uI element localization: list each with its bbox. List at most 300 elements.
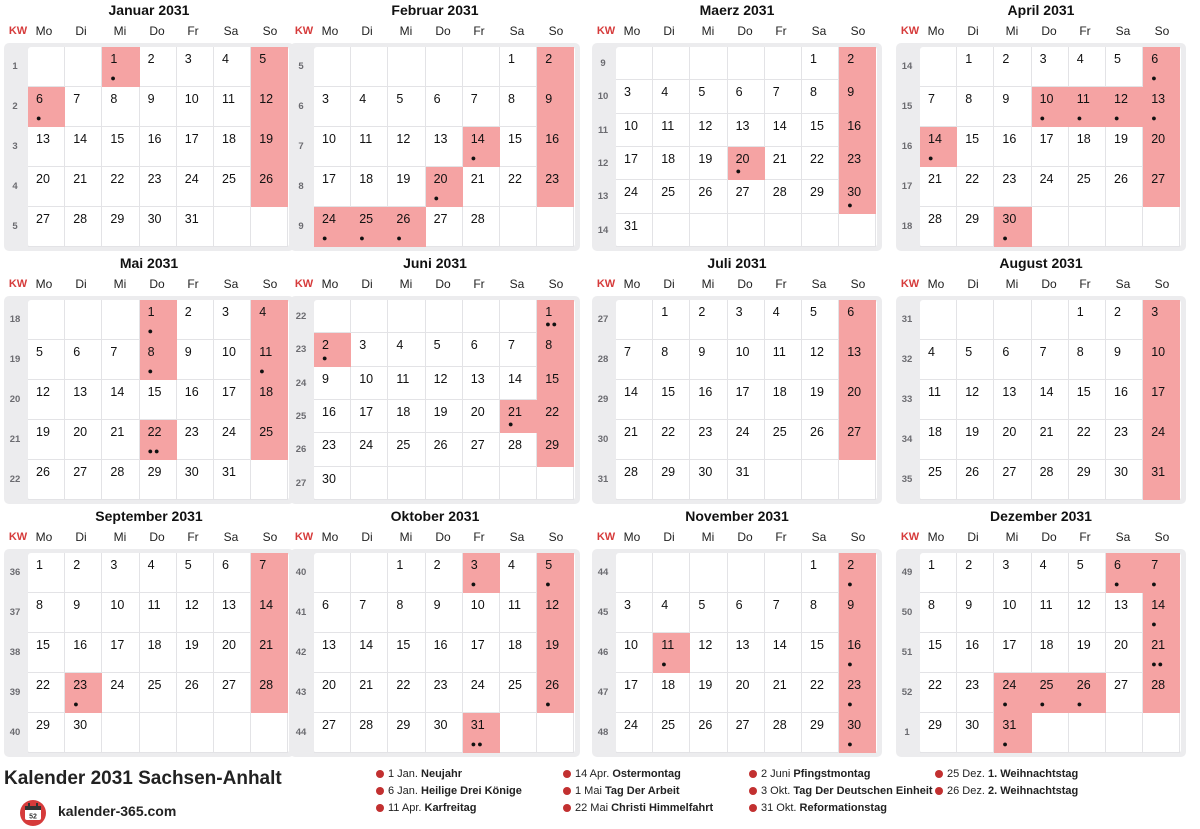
day-cell[interactable] bbox=[1106, 300, 1143, 340]
day-cell[interactable] bbox=[251, 420, 288, 460]
holiday-day-cell[interactable] bbox=[463, 553, 500, 593]
day-cell[interactable] bbox=[251, 553, 288, 593]
day-cell[interactable] bbox=[802, 180, 839, 213]
holiday-day-cell[interactable] bbox=[537, 300, 574, 333]
day-cell[interactable] bbox=[251, 673, 288, 713]
day-cell[interactable] bbox=[140, 553, 177, 593]
day-cell[interactable] bbox=[28, 380, 65, 420]
day-cell[interactable] bbox=[351, 633, 388, 673]
day-cell[interactable] bbox=[616, 180, 653, 213]
day-cell[interactable] bbox=[653, 420, 690, 460]
day-cell[interactable] bbox=[351, 333, 388, 366]
day-cell[interactable] bbox=[388, 593, 425, 633]
day-cell[interactable] bbox=[1032, 47, 1069, 87]
day-cell[interactable] bbox=[728, 593, 765, 633]
day-cell[interactable] bbox=[426, 333, 463, 366]
day-cell[interactable] bbox=[102, 340, 139, 380]
holiday-day-cell[interactable] bbox=[463, 713, 500, 753]
day-cell[interactable] bbox=[802, 633, 839, 673]
day-cell[interactable] bbox=[802, 47, 839, 80]
day-cell[interactable] bbox=[1069, 633, 1106, 673]
day-cell[interactable] bbox=[388, 673, 425, 713]
day-cell[interactable] bbox=[690, 460, 727, 500]
day-cell[interactable] bbox=[1032, 420, 1069, 460]
day-cell[interactable] bbox=[690, 713, 727, 753]
day-cell[interactable] bbox=[920, 420, 957, 460]
day-cell[interactable] bbox=[140, 87, 177, 127]
day-cell[interactable] bbox=[1106, 633, 1143, 673]
day-cell[interactable] bbox=[728, 380, 765, 420]
day-cell[interactable] bbox=[65, 420, 102, 460]
holiday-day-cell[interactable] bbox=[463, 127, 500, 167]
day-cell[interactable] bbox=[994, 460, 1031, 500]
day-cell[interactable] bbox=[653, 673, 690, 713]
day-cell[interactable] bbox=[463, 207, 500, 247]
day-cell[interactable] bbox=[1143, 673, 1180, 713]
day-cell[interactable] bbox=[765, 633, 802, 673]
day-cell[interactable] bbox=[765, 114, 802, 147]
day-cell[interactable] bbox=[957, 553, 994, 593]
day-cell[interactable] bbox=[994, 167, 1031, 207]
day-cell[interactable] bbox=[802, 420, 839, 460]
day-cell[interactable] bbox=[1143, 340, 1180, 380]
day-cell[interactable] bbox=[314, 673, 351, 713]
day-cell[interactable] bbox=[802, 380, 839, 420]
day-cell[interactable] bbox=[957, 420, 994, 460]
day-cell[interactable] bbox=[214, 300, 251, 340]
day-cell[interactable] bbox=[28, 673, 65, 713]
day-cell[interactable] bbox=[463, 633, 500, 673]
holiday-day-cell[interactable] bbox=[1069, 87, 1106, 127]
day-cell[interactable] bbox=[314, 127, 351, 167]
day-cell[interactable] bbox=[537, 367, 574, 400]
day-cell[interactable] bbox=[426, 673, 463, 713]
day-cell[interactable] bbox=[1069, 340, 1106, 380]
day-cell[interactable] bbox=[214, 380, 251, 420]
day-cell[interactable] bbox=[839, 300, 876, 340]
holiday-day-cell[interactable] bbox=[839, 713, 876, 753]
day-cell[interactable] bbox=[765, 593, 802, 633]
day-cell[interactable] bbox=[616, 380, 653, 420]
day-cell[interactable] bbox=[920, 633, 957, 673]
day-cell[interactable] bbox=[690, 593, 727, 633]
holiday-day-cell[interactable] bbox=[839, 553, 876, 593]
day-cell[interactable] bbox=[388, 433, 425, 466]
day-cell[interactable] bbox=[690, 300, 727, 340]
day-cell[interactable] bbox=[140, 47, 177, 87]
day-cell[interactable] bbox=[957, 460, 994, 500]
day-cell[interactable] bbox=[839, 380, 876, 420]
day-cell[interactable] bbox=[728, 673, 765, 713]
holiday-day-cell[interactable] bbox=[1069, 673, 1106, 713]
day-cell[interactable] bbox=[839, 114, 876, 147]
day-cell[interactable] bbox=[690, 340, 727, 380]
day-cell[interactable] bbox=[765, 713, 802, 753]
day-cell[interactable] bbox=[214, 127, 251, 167]
day-cell[interactable] bbox=[616, 147, 653, 180]
day-cell[interactable] bbox=[1143, 420, 1180, 460]
holiday-day-cell[interactable] bbox=[251, 340, 288, 380]
day-cell[interactable] bbox=[653, 593, 690, 633]
day-cell[interactable] bbox=[140, 207, 177, 247]
day-cell[interactable] bbox=[351, 713, 388, 753]
day-cell[interactable] bbox=[728, 420, 765, 460]
holiday-day-cell[interactable] bbox=[1032, 673, 1069, 713]
holiday-day-cell[interactable] bbox=[28, 87, 65, 127]
holiday-day-cell[interactable] bbox=[102, 47, 139, 87]
day-cell[interactable] bbox=[616, 633, 653, 673]
day-cell[interactable] bbox=[214, 553, 251, 593]
holiday-day-cell[interactable] bbox=[351, 207, 388, 247]
day-cell[interactable] bbox=[351, 367, 388, 400]
day-cell[interactable] bbox=[1106, 460, 1143, 500]
day-cell[interactable] bbox=[1106, 593, 1143, 633]
day-cell[interactable] bbox=[102, 127, 139, 167]
holiday-day-cell[interactable] bbox=[1143, 87, 1180, 127]
day-cell[interactable] bbox=[728, 340, 765, 380]
day-cell[interactable] bbox=[839, 593, 876, 633]
day-cell[interactable] bbox=[251, 633, 288, 673]
day-cell[interactable] bbox=[102, 420, 139, 460]
day-cell[interactable] bbox=[177, 300, 214, 340]
day-cell[interactable] bbox=[653, 460, 690, 500]
day-cell[interactable] bbox=[214, 167, 251, 207]
day-cell[interactable] bbox=[765, 420, 802, 460]
day-cell[interactable] bbox=[653, 180, 690, 213]
holiday-day-cell[interactable] bbox=[314, 207, 351, 247]
day-cell[interactable] bbox=[102, 633, 139, 673]
holiday-day-cell[interactable] bbox=[537, 673, 574, 713]
day-cell[interactable] bbox=[616, 114, 653, 147]
holiday-day-cell[interactable] bbox=[653, 633, 690, 673]
day-cell[interactable] bbox=[728, 713, 765, 753]
day-cell[interactable] bbox=[214, 87, 251, 127]
day-cell[interactable] bbox=[1143, 460, 1180, 500]
day-cell[interactable] bbox=[314, 400, 351, 433]
day-cell[interactable] bbox=[426, 713, 463, 753]
day-cell[interactable] bbox=[616, 340, 653, 380]
day-cell[interactable] bbox=[957, 713, 994, 753]
day-cell[interactable] bbox=[65, 633, 102, 673]
holiday-day-cell[interactable] bbox=[728, 147, 765, 180]
day-cell[interactable] bbox=[1106, 127, 1143, 167]
day-cell[interactable] bbox=[102, 87, 139, 127]
day-cell[interactable] bbox=[388, 713, 425, 753]
day-cell[interactable] bbox=[690, 380, 727, 420]
day-cell[interactable] bbox=[537, 633, 574, 673]
day-cell[interactable] bbox=[214, 420, 251, 460]
day-cell[interactable] bbox=[802, 553, 839, 593]
holiday-day-cell[interactable] bbox=[65, 673, 102, 713]
day-cell[interactable] bbox=[177, 380, 214, 420]
day-cell[interactable] bbox=[28, 633, 65, 673]
day-cell[interactable] bbox=[839, 340, 876, 380]
holiday-day-cell[interactable] bbox=[839, 180, 876, 213]
day-cell[interactable] bbox=[351, 167, 388, 207]
holiday-day-cell[interactable] bbox=[1143, 633, 1180, 673]
day-cell[interactable] bbox=[314, 713, 351, 753]
day-cell[interactable] bbox=[802, 147, 839, 180]
day-cell[interactable] bbox=[1032, 593, 1069, 633]
holiday-day-cell[interactable] bbox=[1143, 593, 1180, 633]
day-cell[interactable] bbox=[351, 673, 388, 713]
holiday-day-cell[interactable] bbox=[1143, 553, 1180, 593]
day-cell[interactable] bbox=[957, 633, 994, 673]
day-cell[interactable] bbox=[994, 593, 1031, 633]
day-cell[interactable] bbox=[140, 127, 177, 167]
holiday-day-cell[interactable] bbox=[994, 713, 1031, 753]
day-cell[interactable] bbox=[500, 127, 537, 167]
day-cell[interactable] bbox=[616, 420, 653, 460]
day-cell[interactable] bbox=[28, 127, 65, 167]
day-cell[interactable] bbox=[463, 87, 500, 127]
day-cell[interactable] bbox=[1106, 167, 1143, 207]
day-cell[interactable] bbox=[351, 400, 388, 433]
holiday-day-cell[interactable] bbox=[388, 207, 425, 247]
day-cell[interactable] bbox=[314, 367, 351, 400]
day-cell[interactable] bbox=[765, 380, 802, 420]
day-cell[interactable] bbox=[957, 47, 994, 87]
day-cell[interactable] bbox=[500, 433, 537, 466]
day-cell[interactable] bbox=[463, 673, 500, 713]
day-cell[interactable] bbox=[1032, 633, 1069, 673]
day-cell[interactable] bbox=[690, 147, 727, 180]
day-cell[interactable] bbox=[920, 713, 957, 753]
day-cell[interactable] bbox=[65, 553, 102, 593]
day-cell[interactable] bbox=[500, 47, 537, 87]
day-cell[interactable] bbox=[1032, 127, 1069, 167]
day-cell[interactable] bbox=[839, 80, 876, 113]
day-cell[interactable] bbox=[616, 214, 653, 247]
day-cell[interactable] bbox=[802, 673, 839, 713]
day-cell[interactable] bbox=[65, 713, 102, 753]
day-cell[interactable] bbox=[28, 207, 65, 247]
day-cell[interactable] bbox=[251, 47, 288, 87]
day-cell[interactable] bbox=[214, 593, 251, 633]
day-cell[interactable] bbox=[65, 87, 102, 127]
day-cell[interactable] bbox=[140, 380, 177, 420]
day-cell[interactable] bbox=[28, 460, 65, 500]
day-cell[interactable] bbox=[102, 553, 139, 593]
day-cell[interactable] bbox=[388, 167, 425, 207]
day-cell[interactable] bbox=[994, 340, 1031, 380]
day-cell[interactable] bbox=[388, 367, 425, 400]
day-cell[interactable] bbox=[388, 400, 425, 433]
day-cell[interactable] bbox=[839, 47, 876, 80]
day-cell[interactable] bbox=[65, 593, 102, 633]
day-cell[interactable] bbox=[957, 87, 994, 127]
day-cell[interactable] bbox=[426, 400, 463, 433]
day-cell[interactable] bbox=[388, 633, 425, 673]
day-cell[interactable] bbox=[537, 593, 574, 633]
day-cell[interactable] bbox=[920, 207, 957, 247]
day-cell[interactable] bbox=[728, 80, 765, 113]
day-cell[interactable] bbox=[957, 593, 994, 633]
holiday-day-cell[interactable] bbox=[140, 340, 177, 380]
day-cell[interactable] bbox=[500, 553, 537, 593]
day-cell[interactable] bbox=[537, 167, 574, 207]
day-cell[interactable] bbox=[500, 367, 537, 400]
day-cell[interactable] bbox=[920, 167, 957, 207]
day-cell[interactable] bbox=[1106, 380, 1143, 420]
day-cell[interactable] bbox=[1069, 553, 1106, 593]
day-cell[interactable] bbox=[1032, 380, 1069, 420]
day-cell[interactable] bbox=[463, 167, 500, 207]
day-cell[interactable] bbox=[102, 593, 139, 633]
day-cell[interactable] bbox=[426, 593, 463, 633]
day-cell[interactable] bbox=[994, 47, 1031, 87]
day-cell[interactable] bbox=[140, 167, 177, 207]
day-cell[interactable] bbox=[28, 167, 65, 207]
day-cell[interactable] bbox=[140, 460, 177, 500]
day-cell[interactable] bbox=[351, 593, 388, 633]
day-cell[interactable] bbox=[690, 420, 727, 460]
holiday-day-cell[interactable] bbox=[1106, 553, 1143, 593]
day-cell[interactable] bbox=[537, 47, 574, 87]
day-cell[interactable] bbox=[1106, 47, 1143, 87]
day-cell[interactable] bbox=[728, 300, 765, 340]
day-cell[interactable] bbox=[802, 713, 839, 753]
day-cell[interactable] bbox=[251, 127, 288, 167]
day-cell[interactable] bbox=[251, 87, 288, 127]
day-cell[interactable] bbox=[314, 633, 351, 673]
holiday-day-cell[interactable] bbox=[1106, 87, 1143, 127]
day-cell[interactable] bbox=[957, 207, 994, 247]
day-cell[interactable] bbox=[314, 87, 351, 127]
day-cell[interactable] bbox=[214, 633, 251, 673]
day-cell[interactable] bbox=[765, 300, 802, 340]
day-cell[interactable] bbox=[177, 673, 214, 713]
day-cell[interactable] bbox=[177, 553, 214, 593]
day-cell[interactable] bbox=[1032, 460, 1069, 500]
day-cell[interactable] bbox=[65, 207, 102, 247]
day-cell[interactable] bbox=[537, 87, 574, 127]
day-cell[interactable] bbox=[314, 593, 351, 633]
day-cell[interactable] bbox=[500, 333, 537, 366]
day-cell[interactable] bbox=[426, 127, 463, 167]
holiday-day-cell[interactable] bbox=[839, 673, 876, 713]
day-cell[interactable] bbox=[1069, 47, 1106, 87]
day-cell[interactable] bbox=[426, 433, 463, 466]
day-cell[interactable] bbox=[426, 87, 463, 127]
day-cell[interactable] bbox=[388, 333, 425, 366]
day-cell[interactable] bbox=[177, 87, 214, 127]
day-cell[interactable] bbox=[251, 300, 288, 340]
day-cell[interactable] bbox=[65, 380, 102, 420]
day-cell[interactable] bbox=[1069, 593, 1106, 633]
day-cell[interactable] bbox=[426, 633, 463, 673]
day-cell[interactable] bbox=[994, 553, 1031, 593]
day-cell[interactable] bbox=[728, 114, 765, 147]
holiday-day-cell[interactable] bbox=[1032, 87, 1069, 127]
day-cell[interactable] bbox=[1069, 127, 1106, 167]
day-cell[interactable] bbox=[388, 553, 425, 593]
day-cell[interactable] bbox=[426, 553, 463, 593]
day-cell[interactable] bbox=[251, 167, 288, 207]
day-cell[interactable] bbox=[994, 87, 1031, 127]
day-cell[interactable] bbox=[140, 633, 177, 673]
day-cell[interactable] bbox=[102, 673, 139, 713]
day-cell[interactable] bbox=[957, 167, 994, 207]
day-cell[interactable] bbox=[251, 380, 288, 420]
day-cell[interactable] bbox=[177, 460, 214, 500]
day-cell[interactable] bbox=[994, 127, 1031, 167]
day-cell[interactable] bbox=[616, 713, 653, 753]
day-cell[interactable] bbox=[177, 593, 214, 633]
day-cell[interactable] bbox=[765, 80, 802, 113]
day-cell[interactable] bbox=[920, 553, 957, 593]
day-cell[interactable] bbox=[65, 167, 102, 207]
day-cell[interactable] bbox=[388, 127, 425, 167]
day-cell[interactable] bbox=[463, 333, 500, 366]
day-cell[interactable] bbox=[616, 80, 653, 113]
day-cell[interactable] bbox=[214, 47, 251, 87]
site-name[interactable]: kalender-365.com bbox=[58, 803, 177, 819]
day-cell[interactable] bbox=[802, 593, 839, 633]
day-cell[interactable] bbox=[1143, 127, 1180, 167]
day-cell[interactable] bbox=[765, 180, 802, 213]
day-cell[interactable] bbox=[616, 593, 653, 633]
day-cell[interactable] bbox=[920, 87, 957, 127]
day-cell[interactable] bbox=[1069, 420, 1106, 460]
day-cell[interactable] bbox=[140, 593, 177, 633]
day-cell[interactable] bbox=[1106, 340, 1143, 380]
day-cell[interactable] bbox=[177, 47, 214, 87]
day-cell[interactable] bbox=[102, 167, 139, 207]
day-cell[interactable] bbox=[314, 467, 351, 500]
day-cell[interactable] bbox=[102, 207, 139, 247]
day-cell[interactable] bbox=[537, 333, 574, 366]
day-cell[interactable] bbox=[920, 340, 957, 380]
day-cell[interactable] bbox=[177, 340, 214, 380]
day-cell[interactable] bbox=[690, 114, 727, 147]
day-cell[interactable] bbox=[28, 340, 65, 380]
day-cell[interactable] bbox=[616, 673, 653, 713]
day-cell[interactable] bbox=[65, 460, 102, 500]
day-cell[interactable] bbox=[1143, 380, 1180, 420]
day-cell[interactable] bbox=[765, 340, 802, 380]
day-cell[interactable] bbox=[653, 380, 690, 420]
day-cell[interactable] bbox=[957, 127, 994, 167]
day-cell[interactable] bbox=[839, 147, 876, 180]
day-cell[interactable] bbox=[426, 367, 463, 400]
holiday-day-cell[interactable] bbox=[920, 127, 957, 167]
day-cell[interactable] bbox=[314, 167, 351, 207]
holiday-day-cell[interactable] bbox=[140, 420, 177, 460]
day-cell[interactable] bbox=[994, 420, 1031, 460]
holiday-day-cell[interactable] bbox=[314, 333, 351, 366]
day-cell[interactable] bbox=[388, 87, 425, 127]
holiday-day-cell[interactable] bbox=[500, 400, 537, 433]
day-cell[interactable] bbox=[537, 127, 574, 167]
day-cell[interactable] bbox=[537, 433, 574, 466]
day-cell[interactable] bbox=[1069, 460, 1106, 500]
day-cell[interactable] bbox=[920, 593, 957, 633]
day-cell[interactable] bbox=[957, 340, 994, 380]
day-cell[interactable] bbox=[690, 673, 727, 713]
day-cell[interactable] bbox=[690, 80, 727, 113]
day-cell[interactable] bbox=[765, 147, 802, 180]
day-cell[interactable] bbox=[653, 114, 690, 147]
day-cell[interactable] bbox=[463, 433, 500, 466]
day-cell[interactable] bbox=[839, 420, 876, 460]
day-cell[interactable] bbox=[1143, 300, 1180, 340]
holiday-day-cell[interactable] bbox=[839, 633, 876, 673]
day-cell[interactable] bbox=[728, 460, 765, 500]
day-cell[interactable] bbox=[653, 147, 690, 180]
day-cell[interactable] bbox=[765, 673, 802, 713]
day-cell[interactable] bbox=[177, 207, 214, 247]
